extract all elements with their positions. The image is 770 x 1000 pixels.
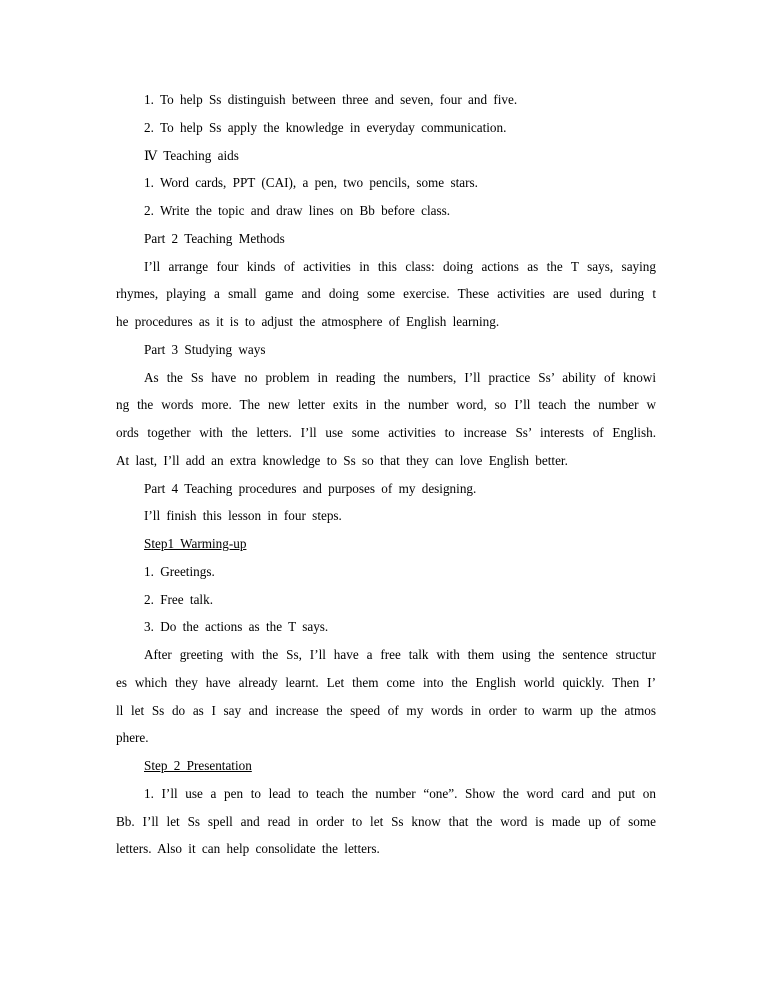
warmup-paragraph-line-2: es which they have already learnt. Let them come into the English world quickly. Then I’ [116, 674, 656, 690]
presentation-paragraph-line-1: 1. I’ll use a pen to lead to teach the number “one”. Show the word card and put on [144, 785, 656, 801]
step-1-item-2: 2. Free talk. [144, 591, 213, 607]
objective-line-2: 2. To help Ss apply the knowledge in everyday communication. [144, 119, 507, 135]
step-1-item-1: 1. Greetings. [144, 563, 215, 579]
step-2-heading [116, 756, 656, 784]
part-4-heading: Part 4 Teaching procedures and purposes of my designing. [144, 480, 477, 496]
step-2-heading-text: Step 2 Presentation [144, 758, 252, 773]
document-body [116, 90, 656, 867]
part-3-heading: Part 3 Studying ways [144, 341, 266, 357]
methods-paragraph-line-1: I’ll arrange four kinds of activities in this class: doing actions as the T says, saying [144, 258, 656, 274]
teaching-aids-item-1: 1. Word cards, PPT (CAI), a pen, two pencils, some stars. [144, 175, 478, 191]
studying-paragraph-line-2: ng the words more. The new letter exits in the number word, so I’ll teach the number w [116, 397, 656, 413]
warmup-paragraph-line-4: phere. [116, 730, 149, 746]
presentation-paragraph-line-2: Bb. I’ll let Ss spell and read in order to let Ss know that the word is made up of some [116, 813, 656, 829]
warmup-paragraph-line-1: After greeting with the Ss, I’ll have a free talk with them using the sentence structur [144, 647, 656, 662]
methods-paragraph-line-3: he procedures as it is to adjust the atmosphere of English learning. [116, 314, 500, 329]
warmup-paragraph-line-3: ll let Ss do as I say and increase the speed of my words in order to warm up the atmos [116, 702, 656, 718]
studying-paragraph-line-4: At last, I’ll add an extra knowledge to Ss so that they can love English better. [116, 452, 568, 468]
objective-line-1: 1. To help Ss distinguish between three and seven, four and five. [144, 92, 518, 107]
studying-paragraph-line-1: As the Ss have no problem in reading the numbers, I’ll practice Ss’ ability of knowi [144, 369, 656, 385]
studying-paragraph-line-3: ords together with the letters. I’ll use some activities to increase Ss’ interests of English. [116, 425, 656, 440]
step-1-heading [116, 534, 656, 562]
teaching-aids-heading: Ⅳ Teaching aids [144, 147, 239, 163]
teaching-aids-item-2: 2. Write the topic and draw lines on Bb before class. [144, 203, 451, 218]
part-2-heading: Part 2 Teaching Methods [144, 230, 285, 246]
step-1-item-3: 3. Do the actions as the T says. [144, 619, 329, 635]
procedures-intro: I’ll finish this lesson in four steps. [144, 508, 342, 524]
step-1-heading-text: Step1 Warming-up [144, 536, 247, 551]
presentation-paragraph-line-3: letters. Also it can help consolidate the letters. [116, 841, 380, 857]
methods-paragraph-line-2: rhymes, playing a small game and doing some exercise. These activities are used during t [116, 286, 656, 302]
